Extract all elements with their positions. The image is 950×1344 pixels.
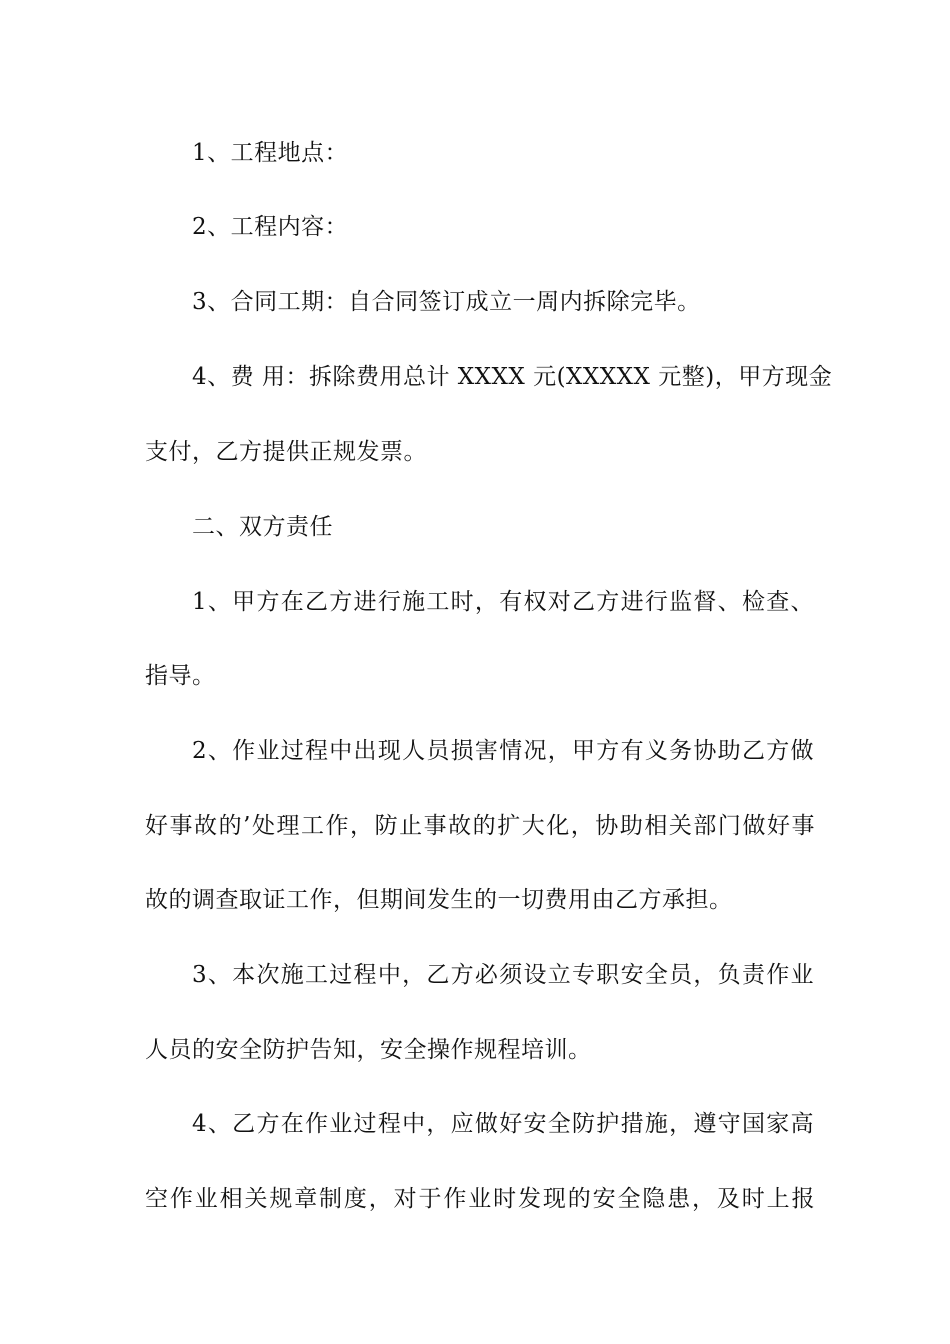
item-project-content: 2、工程内容： <box>192 214 349 240</box>
responsibility-2-line-1: 2、作业过程中出现人员损害情况，甲方有义务协助乙方做 <box>192 738 814 764</box>
item-project-location: 1、工程地点： <box>192 140 349 166</box>
responsibility-1-line-1: 1、甲方在乙方进行施工时，有权对乙方进行监督、检查、 <box>192 589 814 615</box>
section-heading-responsibilities: 二、双方责任 <box>192 514 333 540</box>
responsibility-4-line-1: 4、乙方在作业过程中，应做好安全防护措施，遵守国家高 <box>192 1111 814 1137</box>
responsibility-3-line-2: 人员的安全防护告知，安全操作规程培训。 <box>145 1037 592 1063</box>
responsibility-2-line-3: 故的调查取证工作，但期间发生的一切费用由乙方承担。 <box>145 887 733 913</box>
responsibility-1-line-2: 指导。 <box>145 663 216 689</box>
item-contract-period: 3、合同工期：自合同签订成立一周内拆除完毕。 <box>192 289 701 315</box>
responsibility-4-line-2: 空作业相关规章制度，对于作业时发现的安全隐患，及时上报 <box>145 1186 815 1212</box>
responsibility-3-line-1: 3、本次施工过程中，乙方必须设立专职安全员，负责作业 <box>192 962 814 988</box>
responsibility-2-line-2: 好事故的’处理工作，防止事故的扩大化，协助相关部门做好事 <box>145 813 815 839</box>
item-cost-line-1: 4、费 用：拆除费用总计 XXXX 元(XXXXX 元整)，甲方现金 <box>192 364 833 390</box>
item-cost-line-2: 支付，乙方提供正规发票。 <box>145 439 427 465</box>
